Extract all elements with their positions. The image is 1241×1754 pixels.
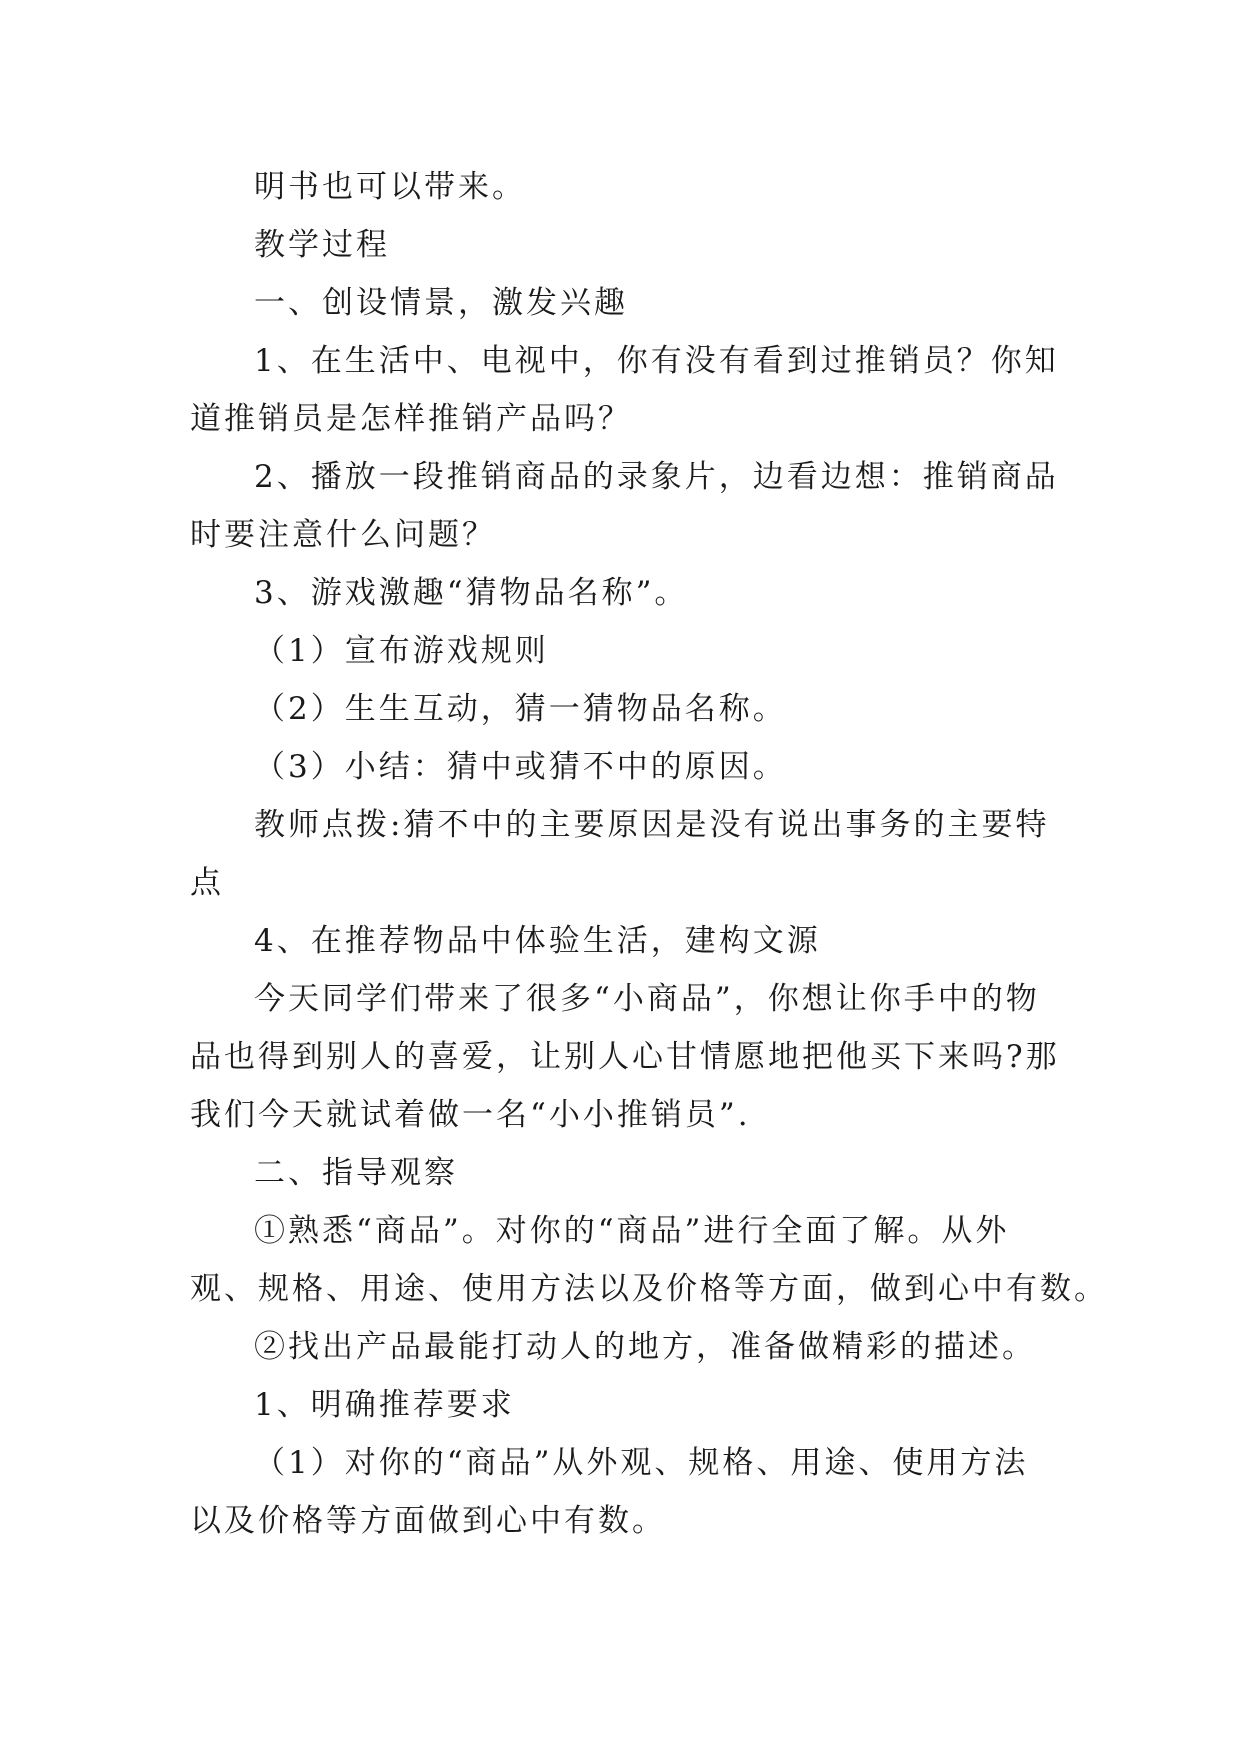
text-line: 教师点拨:猜不中的主要原因是没有说出事务的主要特 [254, 807, 1050, 843]
paragraph [190, 1202, 1108, 1318]
text-line: 品也得到别人的喜爱，让别人心甘情愿地把他买下来吗?那 [190, 1039, 1060, 1075]
section-heading [190, 216, 1050, 274]
text-line: ①熟悉“商品”。对你的“商品”进行全面了解。从外 [254, 1213, 1010, 1249]
text-line: 1、明确推荐要求 [254, 1387, 515, 1423]
text-line: 2、播放一段推销商品的录象片，边看边想：推销商品 [254, 459, 1059, 495]
section-heading [190, 274, 1050, 332]
text-line: ②找出产品最能打动人的地方，准备做精彩的描述。 [254, 1329, 1036, 1365]
paragraph [190, 912, 1050, 970]
paragraph [190, 970, 1060, 1144]
text-line: 4、在推荐物品中体验生活，建构文源 [254, 923, 821, 959]
text-line: 3、游戏激趣“猜物品名称”。 [254, 575, 689, 611]
text-line: 教学过程 [254, 227, 390, 263]
text-line: 二、指导观察 [254, 1155, 458, 1191]
paragraph [190, 332, 1059, 448]
paragraph [190, 1318, 1050, 1376]
paragraph [190, 448, 1059, 564]
text-line: 明书也可以带来。 [254, 169, 526, 205]
list-item [190, 680, 1050, 738]
paragraph [190, 796, 1050, 912]
text-line: 观、规格、用途、使用方法以及价格等方面，做到心中有数。 [190, 1271, 1108, 1307]
list-item [190, 738, 1050, 796]
text-line: 道推销员是怎样推销产品吗？ [190, 401, 632, 437]
text-line: 点 [190, 865, 224, 901]
paragraph [190, 1376, 1050, 1434]
text-line: 我们今天就试着做一名“小小推销员”. [190, 1097, 751, 1133]
text-line: （1）对你的“商品”从外观、规格、用途、使用方法 [254, 1445, 1029, 1481]
list-item [190, 622, 1050, 680]
text-line: 1、在生活中、电视中，你有没有看到过推销员？你知 [254, 343, 1059, 379]
list-item [190, 1434, 1050, 1550]
section-heading [190, 1144, 1050, 1202]
text-line: 今天同学们带来了很多“小商品”，你想让你手中的物 [254, 981, 1040, 1017]
text-line: 以及价格等方面做到心中有数。 [190, 1503, 666, 1539]
text-line: （2）生生互动，猜一猜物品名称。 [254, 691, 787, 727]
text-line: 时要注意什么问题？ [190, 517, 496, 553]
text-line: 一、创设情景，激发兴趣 [254, 285, 628, 321]
paragraph [190, 564, 1050, 622]
paragraph [190, 158, 1050, 216]
text-line: （3）小结：猜中或猜不中的原因。 [254, 749, 787, 785]
text-line: （1）宣布游戏规则 [254, 633, 549, 669]
